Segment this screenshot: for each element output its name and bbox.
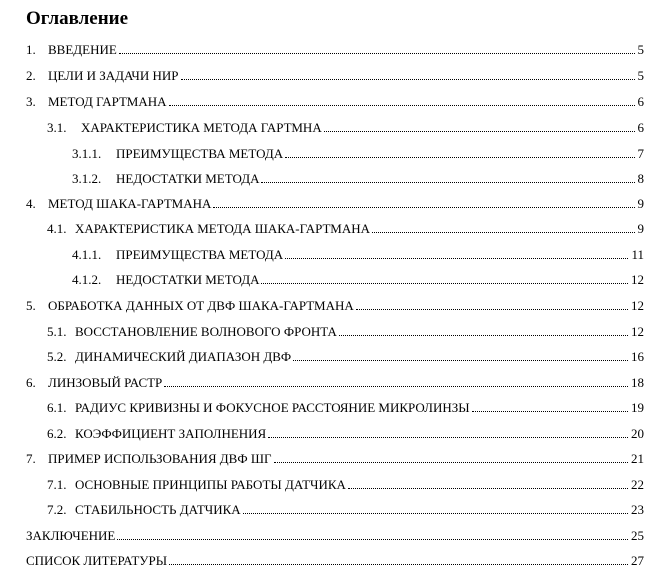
toc-entry-number: 1.: [26, 42, 36, 57]
toc-entry-label: ПРЕИМУЩЕСТВА МЕТОДА: [116, 146, 284, 161]
toc-entry-page: 8: [637, 171, 644, 186]
toc-entry-page: 6: [637, 94, 644, 109]
toc-entry-number: 6.: [26, 375, 36, 390]
toc-entry-page: 23: [631, 502, 644, 517]
toc-entry-shack-hartmann-disadvantages[interactable]: [72, 270, 644, 288]
dot-leader: [285, 156, 634, 158]
dot-leader: [356, 308, 628, 310]
toc-entry-label: ХАРАКТЕРИСТИКА МЕТОДА ШАКА-ГАРТМАНА: [75, 221, 370, 236]
toc-entry-page: 11: [631, 247, 644, 262]
toc-entry-page: 22: [631, 477, 644, 492]
toc-entry-label: ОБРАБОТКА ДАННЫХ ОТ ДВФ ШАКА-ГАРТМАНА: [48, 298, 354, 313]
dot-leader: [261, 282, 628, 284]
toc-entry-page: 21: [631, 451, 644, 466]
toc-entry-label: ОСНОВНЫЕ ПРИНЦИПЫ РАБОТЫ ДАТЧИКА: [75, 477, 346, 492]
toc-entry-page: 27: [631, 553, 644, 568]
toc-entry-page: 5: [637, 42, 644, 57]
dot-leader: [261, 181, 634, 183]
toc-entry-number: 7.: [26, 451, 36, 466]
toc-entry-hartmann-advantages[interactable]: [72, 144, 644, 162]
dot-leader: [164, 385, 628, 387]
toc-entry-number: 3.1.: [47, 120, 67, 135]
toc-entry-number: 3.1.2.: [72, 171, 102, 186]
toc-entry-label: ВОССТАНОВЛЕНИЕ ВОЛНОВОГО ФРОНТА: [75, 324, 337, 339]
toc-entry-shack-hartmann-method[interactable]: [26, 194, 644, 212]
toc-entry-page: 7: [637, 146, 644, 161]
dot-leader: [213, 206, 634, 208]
toc-entry-references[interactable]: [26, 551, 644, 569]
toc-entry-hartmann-disadvantages[interactable]: [72, 169, 644, 187]
toc-entry-fill-factor[interactable]: [47, 424, 644, 442]
toc-entry-dynamic-range[interactable]: [47, 347, 644, 365]
dot-leader: [348, 487, 628, 489]
toc-entry-number: 4.1.1.: [72, 247, 102, 262]
toc-entry-number: 3.1.1.: [72, 146, 102, 161]
toc-entry-label: МЕТОД ШАКА-ГАРТМАНА: [48, 196, 212, 211]
toc-entry-sensor-stability[interactable]: [47, 500, 644, 518]
toc-entry-label: ЛИНЗОВЫЙ РАСТР: [48, 375, 163, 390]
toc-entry-page: 20: [631, 426, 644, 441]
dot-leader: [169, 104, 635, 106]
dot-leader: [372, 231, 635, 233]
toc-entry-page: 9: [637, 196, 644, 211]
toc-entry-page: 18: [631, 375, 644, 390]
toc-entry-hartmann-method[interactable]: [26, 92, 644, 110]
dot-leader: [285, 257, 628, 259]
toc-entry-label: ХАРАКТЕРИСТИКА МЕТОДА ГАРТМНА: [81, 120, 322, 135]
dot-leader: [324, 130, 635, 132]
toc-entry-goals[interactable]: [26, 66, 644, 84]
toc-entry-number: 4.1.2.: [72, 272, 102, 287]
dot-leader: [472, 410, 628, 412]
toc-entry-number: 3.: [26, 94, 36, 109]
toc-entry-number: 4.1.: [47, 221, 67, 236]
toc-entry-number: 7.2.: [47, 502, 67, 517]
toc-entry-page: 9: [637, 221, 644, 236]
toc-entry-page: 19: [631, 400, 644, 415]
dot-leader: [274, 461, 629, 463]
toc-entry-introduction[interactable]: [26, 40, 644, 58]
toc-entry-operating-principles[interactable]: [47, 475, 644, 493]
toc-entry-label: ПРЕИМУЩЕСТВА МЕТОДА: [116, 247, 284, 262]
toc-entry-number: 5.2.: [47, 349, 67, 364]
toc-entry-hartmann-characteristics[interactable]: [47, 118, 644, 136]
toc-entry-page: 12: [631, 298, 644, 313]
toc-entry-page: 16: [631, 349, 644, 364]
toc-entry-number: 4.: [26, 196, 36, 211]
dot-leader: [243, 512, 628, 514]
toc-entry-number: 2.: [26, 68, 36, 83]
toc-entry-label: ПРИМЕР ИСПОЛЬЗОВАНИЯ ДВФ ШГ: [48, 451, 272, 466]
toc-entry-page: 12: [631, 324, 644, 339]
toc-entry-data-processing[interactable]: [26, 296, 644, 314]
toc-entry-label: ДИНАМИЧЕСКИЙ ДИАПАЗОН ДВФ: [75, 349, 292, 364]
toc-entry-label: ЦЕЛИ И ЗАДАЧИ НИР: [48, 68, 179, 83]
toc-entry-label: НЕДОСТАТКИ МЕТОДА: [116, 272, 260, 287]
toc-entry-page: 25: [631, 528, 644, 543]
dot-leader: [169, 563, 628, 565]
toc-entry-label: ЗАКЛЮЧЕНИЕ: [26, 528, 116, 543]
dot-leader: [293, 359, 628, 361]
toc-entry-conclusion[interactable]: [26, 526, 644, 544]
toc-entry-label: КОЭФФИЦИЕНТ ЗАПОЛНЕНИЯ: [75, 426, 267, 441]
toc-entry-label: НЕДОСТАТКИ МЕТОДА: [116, 171, 260, 186]
toc-entry-number: 6.1.: [47, 400, 67, 415]
toc-entry-label: РАДИУС КРИВИЗНЫ И ФОКУСНОЕ РАССТОЯНИЕ МИКРОЛИНЗЫ: [75, 400, 470, 415]
toc-entry-number: 5.: [26, 298, 36, 313]
toc-entry-wavefront-reconstruction[interactable]: [47, 322, 644, 340]
toc-entry-label: СПИСОК ЛИТЕРАТУРЫ: [26, 553, 168, 568]
toc-entry-page: 6: [637, 120, 644, 135]
toc-entry-lens-array[interactable]: [26, 373, 644, 391]
dot-leader: [339, 334, 628, 336]
toc-entry-number: 5.1.: [47, 324, 67, 339]
toc-entry-curvature-radius[interactable]: [47, 398, 644, 416]
toc-entry-label: СТАБИЛЬНОСТЬ ДАТЧИКА: [75, 502, 241, 517]
toc-entry-shack-hartmann-advantages[interactable]: [72, 245, 644, 263]
toc-entry-usage-example[interactable]: [26, 449, 644, 467]
toc-entry-label: МЕТОД ГАРТМАНА: [48, 94, 167, 109]
dot-leader: [119, 52, 635, 54]
dot-leader: [268, 436, 628, 438]
toc-entry-page: 5: [637, 68, 644, 83]
toc-entry-label: ВВЕДЕНИЕ: [48, 42, 117, 57]
dot-leader: [117, 538, 628, 540]
toc-title: Оглавление: [26, 8, 129, 29]
toc-entry-number: 7.1.: [47, 477, 67, 492]
toc-entry-number: 6.2.: [47, 426, 67, 441]
toc-entry-shack-hartmann-characteristics[interactable]: [47, 219, 644, 237]
dot-leader: [181, 78, 635, 80]
toc-entry-page: 12: [631, 272, 644, 287]
